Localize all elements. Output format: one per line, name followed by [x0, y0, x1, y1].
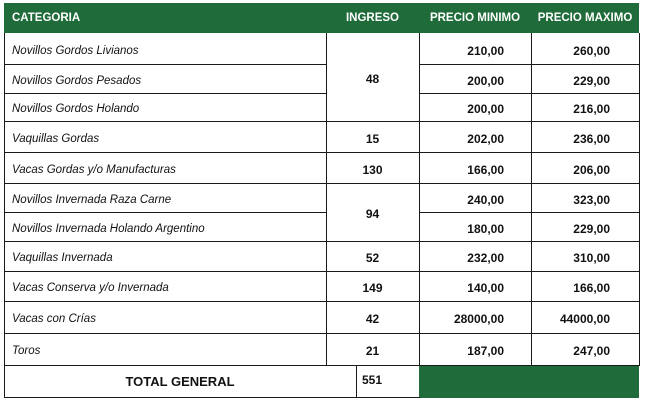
table-row-categoria: Novillos Gordos Holando	[12, 103, 140, 115]
table-row-precio-maximo: 229,00	[573, 73, 610, 88]
grid-line	[4, 397, 420, 398]
grid-line	[4, 33, 5, 398]
grid-line	[4, 93, 326, 94]
table-row-categoria: Novillos Invernada Holando Argentino	[12, 222, 205, 235]
grid-line	[639, 33, 640, 365]
header-precio-maximo: PRECIO MAXIMO	[531, 3, 639, 33]
table-row-precio-minimo: 240,00	[467, 192, 504, 207]
table-row-precio-maximo: 310,00	[573, 251, 610, 265]
table-row-precio-minimo: 200,00	[467, 102, 504, 116]
header-ingreso: INGRESO	[326, 3, 419, 33]
total-general-label: TOTAL GENERAL	[125, 374, 235, 389]
table-row-categoria: Novillos Gordos Livianos	[12, 44, 139, 57]
grid-line	[4, 241, 640, 242]
table-row-categoria: Vacas Conserva y/o Invernada	[12, 282, 169, 294]
grid-line	[419, 212, 640, 213]
table-row-precio-minimo: 140,00	[467, 281, 504, 295]
table-row-categoria: Vaquillas Invernada	[12, 252, 113, 264]
grid-line	[4, 212, 326, 213]
table-row-precio-maximo: 236,00	[573, 131, 610, 146]
table-row-precio-maximo: 260,00	[573, 43, 610, 58]
table-row-categoria: Vacas Gordas y/o Manufacturas	[12, 163, 176, 176]
price-table	[4, 3, 640, 398]
grid-line	[4, 64, 326, 65]
table-row-precio-minimo: 202,00	[467, 131, 504, 146]
table-row-ingreso: 42	[365, 312, 380, 326]
table-cell-ingreso-merged: 94	[365, 207, 380, 221]
table-row-precio-maximo: 44000,00	[559, 312, 610, 326]
table-row-precio-minimo: 187,00	[467, 344, 504, 358]
table-row-ingreso: 130	[362, 162, 383, 177]
table-cell-ingreso-merged: 48	[365, 72, 380, 86]
total-green-block	[419, 365, 639, 398]
table-row-precio-minimo: 166,00	[467, 162, 504, 177]
header-categoria: CATEGORIA	[4, 3, 326, 33]
table-row-ingreso: 149	[362, 281, 383, 295]
grid-line	[326, 33, 327, 365]
table-row-categoria: Novillos Gordos Pesados	[12, 74, 142, 87]
grid-line	[4, 333, 640, 334]
table-row-precio-maximo: 216,00	[573, 102, 610, 116]
grid-line	[419, 33, 420, 365]
table-row-precio-minimo: 28000,00	[453, 312, 504, 326]
total-general-value: 551	[362, 373, 383, 387]
table-row-precio-maximo: 206,00	[573, 162, 610, 177]
table-row-precio-minimo: 180,00	[467, 221, 504, 236]
table-row-categoria: Novillos Invernada Raza Carne	[12, 193, 172, 206]
grid-line	[419, 64, 640, 65]
table-row-precio-maximo: 229,00	[573, 221, 610, 236]
table-row-ingreso: 52	[365, 251, 380, 265]
grid-line	[4, 271, 640, 272]
table-row-precio-maximo: 166,00	[573, 281, 610, 295]
grid-line	[356, 365, 357, 398]
table-row-precio-minimo: 200,00	[467, 73, 504, 88]
grid-line	[4, 301, 640, 302]
grid-line	[4, 183, 640, 184]
grid-line	[531, 33, 532, 365]
table-row-categoria: Vacas con Crías	[12, 313, 96, 325]
table-row-ingreso: 15	[365, 131, 380, 146]
table-row-precio-maximo: 323,00	[573, 192, 610, 207]
grid-line	[4, 121, 640, 122]
grid-line	[4, 365, 640, 366]
table-row-categoria: Toros	[12, 345, 41, 357]
table-row-ingreso: 21	[365, 344, 380, 358]
header-precio-minimo: PRECIO MINIMO	[419, 3, 531, 33]
table-row-categoria: Vaquillas Gordas	[12, 132, 100, 145]
grid-line	[4, 152, 640, 153]
table-row-precio-minimo: 232,00	[467, 251, 504, 265]
table-row-precio-maximo: 247,00	[573, 344, 610, 358]
grid-line	[419, 93, 640, 94]
table-row-precio-minimo: 210,00	[467, 43, 504, 58]
